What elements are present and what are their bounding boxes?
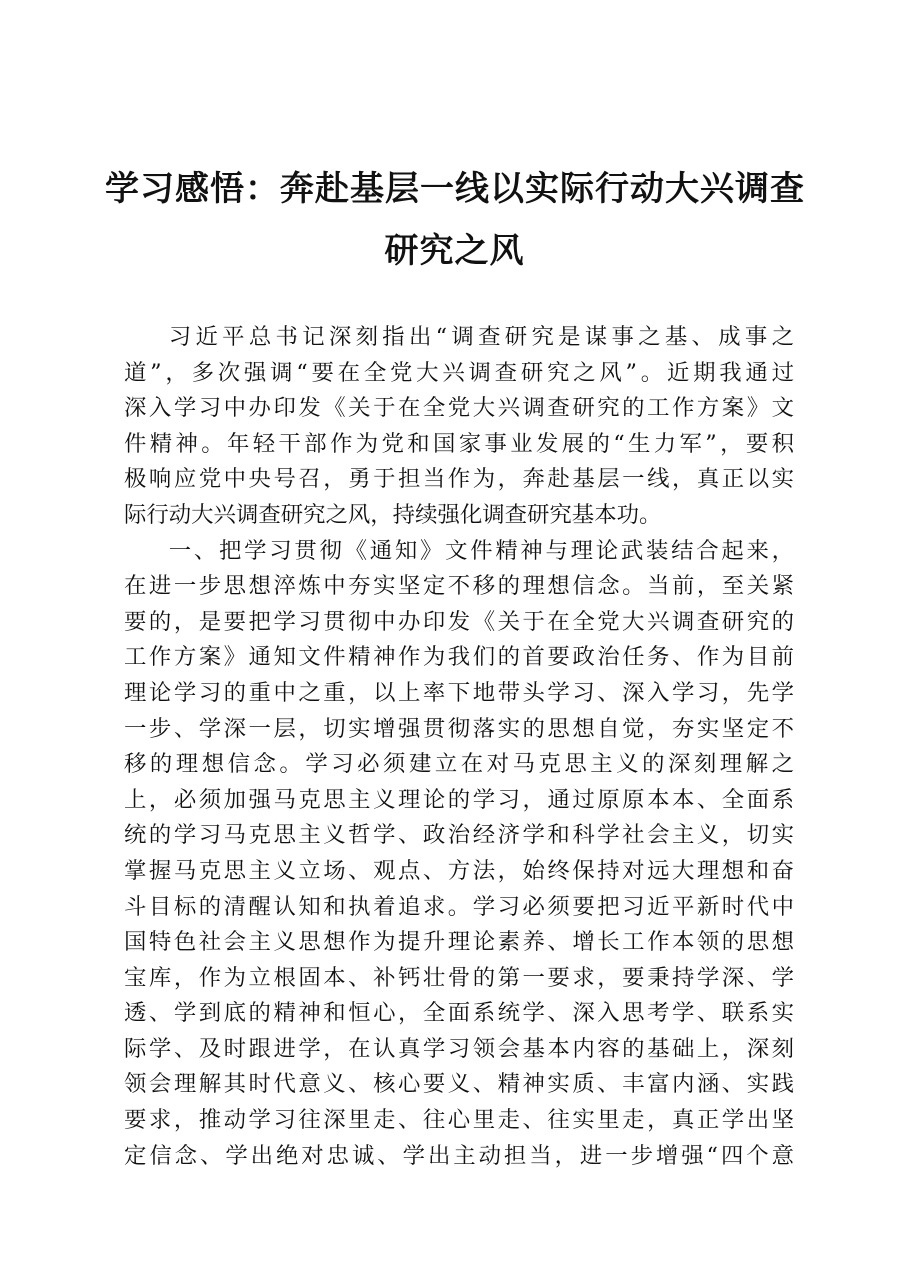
body-text-line: 上，必须加强马克思主义理论的学习，通过原原本本、全面系 [124,786,794,813]
body-text-line: 统的学习马克思主义哲学、政治经济学和科学社会主义，切实 [124,822,794,849]
document-body [124,320,794,1174]
body-text-line: 习近平总书记深刻指出“调查研究是谋事之基、成事之 [168,324,794,350]
title-line: 研究之风 [384,231,525,271]
body-text-line: 国特色社会主义思想作为提升理论素养、增长工作本领的思想 [124,929,794,956]
body-text-line: 移的理想信念。学习必须建立在对马克思主义的深刻理解之 [124,751,794,778]
body-text-line: 理论学习的重中之重，以上率下地带头学习、深入学习，先学 [124,679,794,706]
body-text-line: 一、把学习贯彻《通知》文件精神与理论武装结合起来， [168,537,794,564]
body-text-line: 领会理解其时代意义、核心要义、精神实质、丰富内涵、实践 [124,1071,794,1098]
body-text-line: 件精神。年轻干部作为党和国家事业发展的“生力军”，要积 [124,430,794,457]
body-text-line: 际学、及时跟进学，在认真学习领会基本内容的基础上，深刻 [124,1035,794,1062]
document-title [105,158,804,282]
body-text-line: 道”，多次强调“要在全党大兴调查研究之风”。近期我通过 [124,359,794,386]
body-text-line: 斗目标的清醒认知和执着追求。学习必须要把习近平新时代中 [124,893,794,920]
body-text-line: 宝库，作为立根固本、补钙壮骨的第一要求，要秉持学深、学 [124,964,794,991]
body-text-line: 透、学到底的精神和恒心，全面系统学、深入思考学、联系实 [124,1000,794,1027]
body-text-line: 定信念、学出绝对忠诚、学出主动担当，进一步增强“四个意 [124,1142,794,1169]
body-text-line: 工作方案》通知文件精神作为我们的首要政治任务、作为目前 [124,644,794,671]
body-text-line: 深入学习中办印发《关于在全党大兴调查研究的工作方案》文 [124,395,794,422]
body-text-line: 掌握马克思主义立场、观点、方法，始终保持对远大理想和奋 [124,857,794,884]
title-line: 学习感悟：奔赴基层一线以实际行动大兴调查 [105,169,805,209]
body-text-line: 要求，推动学习往深里走、往心里走、往实里走，真正学出坚 [124,1107,794,1134]
body-text-line: 要的，是要把学习贯彻中办印发《关于在全党大兴调查研究的 [124,608,794,635]
body-text-line: 际行动大兴调查研究之风，持续强化调查研究基本功。 [124,501,662,528]
body-text-line: 一步、学深一层，切实增强贯彻落实的思想自觉，夯实坚定不 [124,715,794,742]
body-text-line: 在进一步思想淬炼中夯实坚定不移的理想信念。当前，至关紧 [124,573,794,600]
body-text-line: 极响应党中央号召，勇于担当作为，奔赴基层一线，真正以实 [124,466,794,493]
